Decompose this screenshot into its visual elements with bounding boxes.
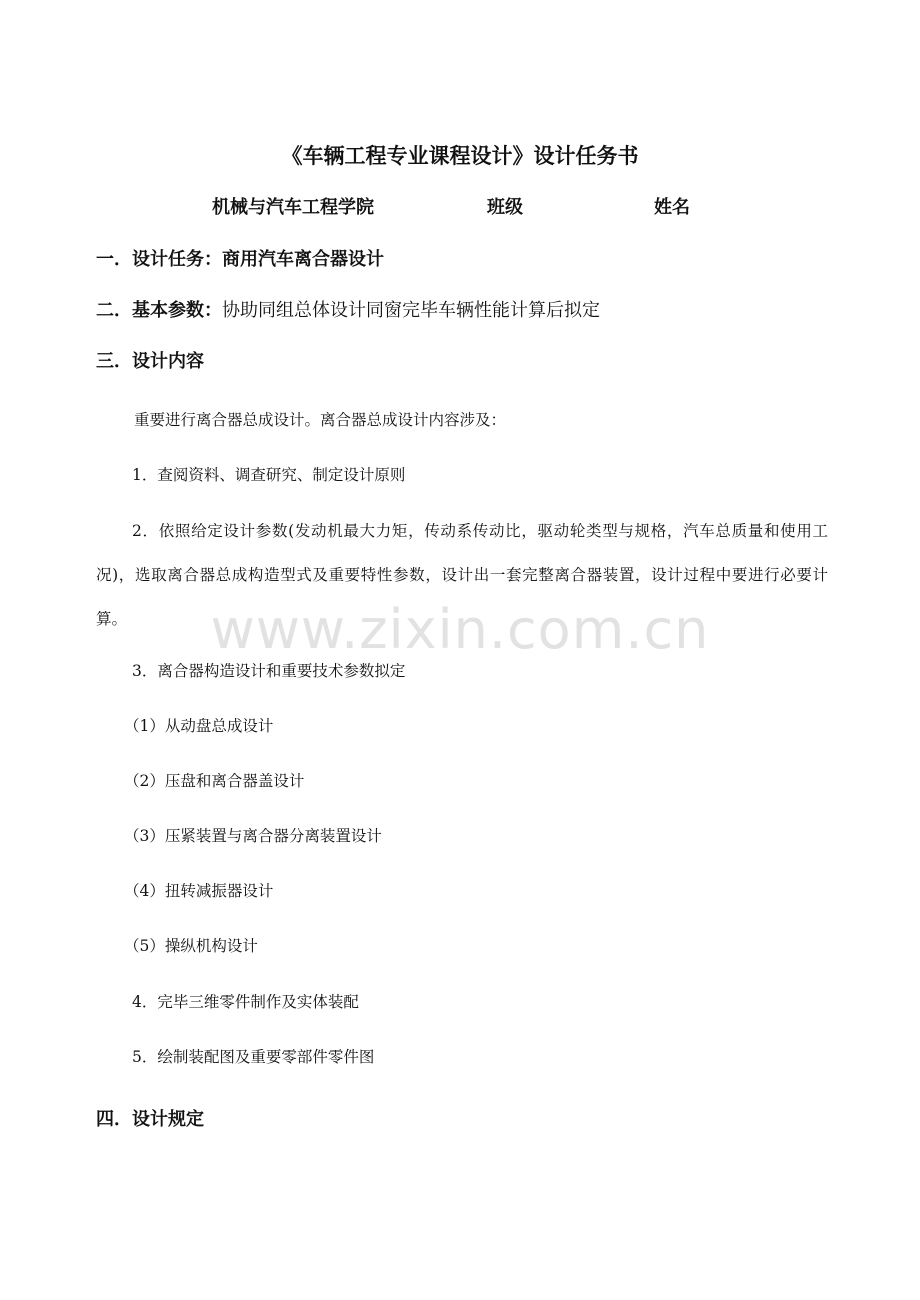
section-4 — [96, 1105, 204, 1131]
section-1 — [96, 245, 384, 271]
sub-item-2: （2）压盘和离合器盖设计 — [124, 772, 305, 790]
section-3 — [96, 347, 204, 373]
name-label: 姓名 — [654, 197, 690, 218]
intro-text: 重要进行离合器总成设计。离合器总成设计内容涉及： — [134, 411, 507, 429]
class-label: 班级 — [487, 197, 523, 218]
sub-item-4: （4）扭转减振器设计 — [124, 882, 274, 900]
list-item-1: 1．查阅资料、调查研究、制定设计原则 — [132, 466, 406, 484]
list-item-2: 2．依照给定设计参数(发动机最大力矩，传动系传动比，驱动轮类型与规格，汽车总质量和使用工况)，选取离合器总成构造型式及重要特性参数，设计出一套完整离合器装置，设计过程中要进行必要计算。 — [96, 522, 828, 628]
section-2-label: 二．基本参数： — [96, 300, 222, 321]
sub-item-1: （1）从动盘总成设计 — [124, 717, 274, 735]
section-2-content: 协助同组总体设计同窗完毕车辆性能计算后拟定 — [222, 300, 600, 321]
section-3-label: 三．设计内容 — [96, 351, 204, 372]
document-title: 《车辆工程专业课程设计》设计任务书 — [281, 143, 639, 168]
section-2 — [96, 296, 600, 322]
college-label: 机械与汽车工程学院 — [212, 197, 374, 218]
section-1-label: 一．设计任务： — [96, 249, 222, 270]
list-item-4: 4．完毕三维零件制作及实体装配 — [132, 993, 359, 1011]
section-4-label: 四．设计规定 — [96, 1109, 204, 1130]
section-1-content: 商用汽车离合器设计 — [222, 249, 384, 270]
sub-item-3: （3）压紧装置与离合器分离装置设计 — [124, 827, 382, 845]
list-item-3: 3．离合器构造设计和重要技术参数拟定 — [132, 662, 406, 680]
sub-item-5: （5）操纵机构设计 — [124, 937, 258, 955]
watermark: www.zixin.com.cn — [210, 598, 710, 661]
list-item-5: 5．绘制装配图及重要零部件零件图 — [132, 1048, 375, 1066]
